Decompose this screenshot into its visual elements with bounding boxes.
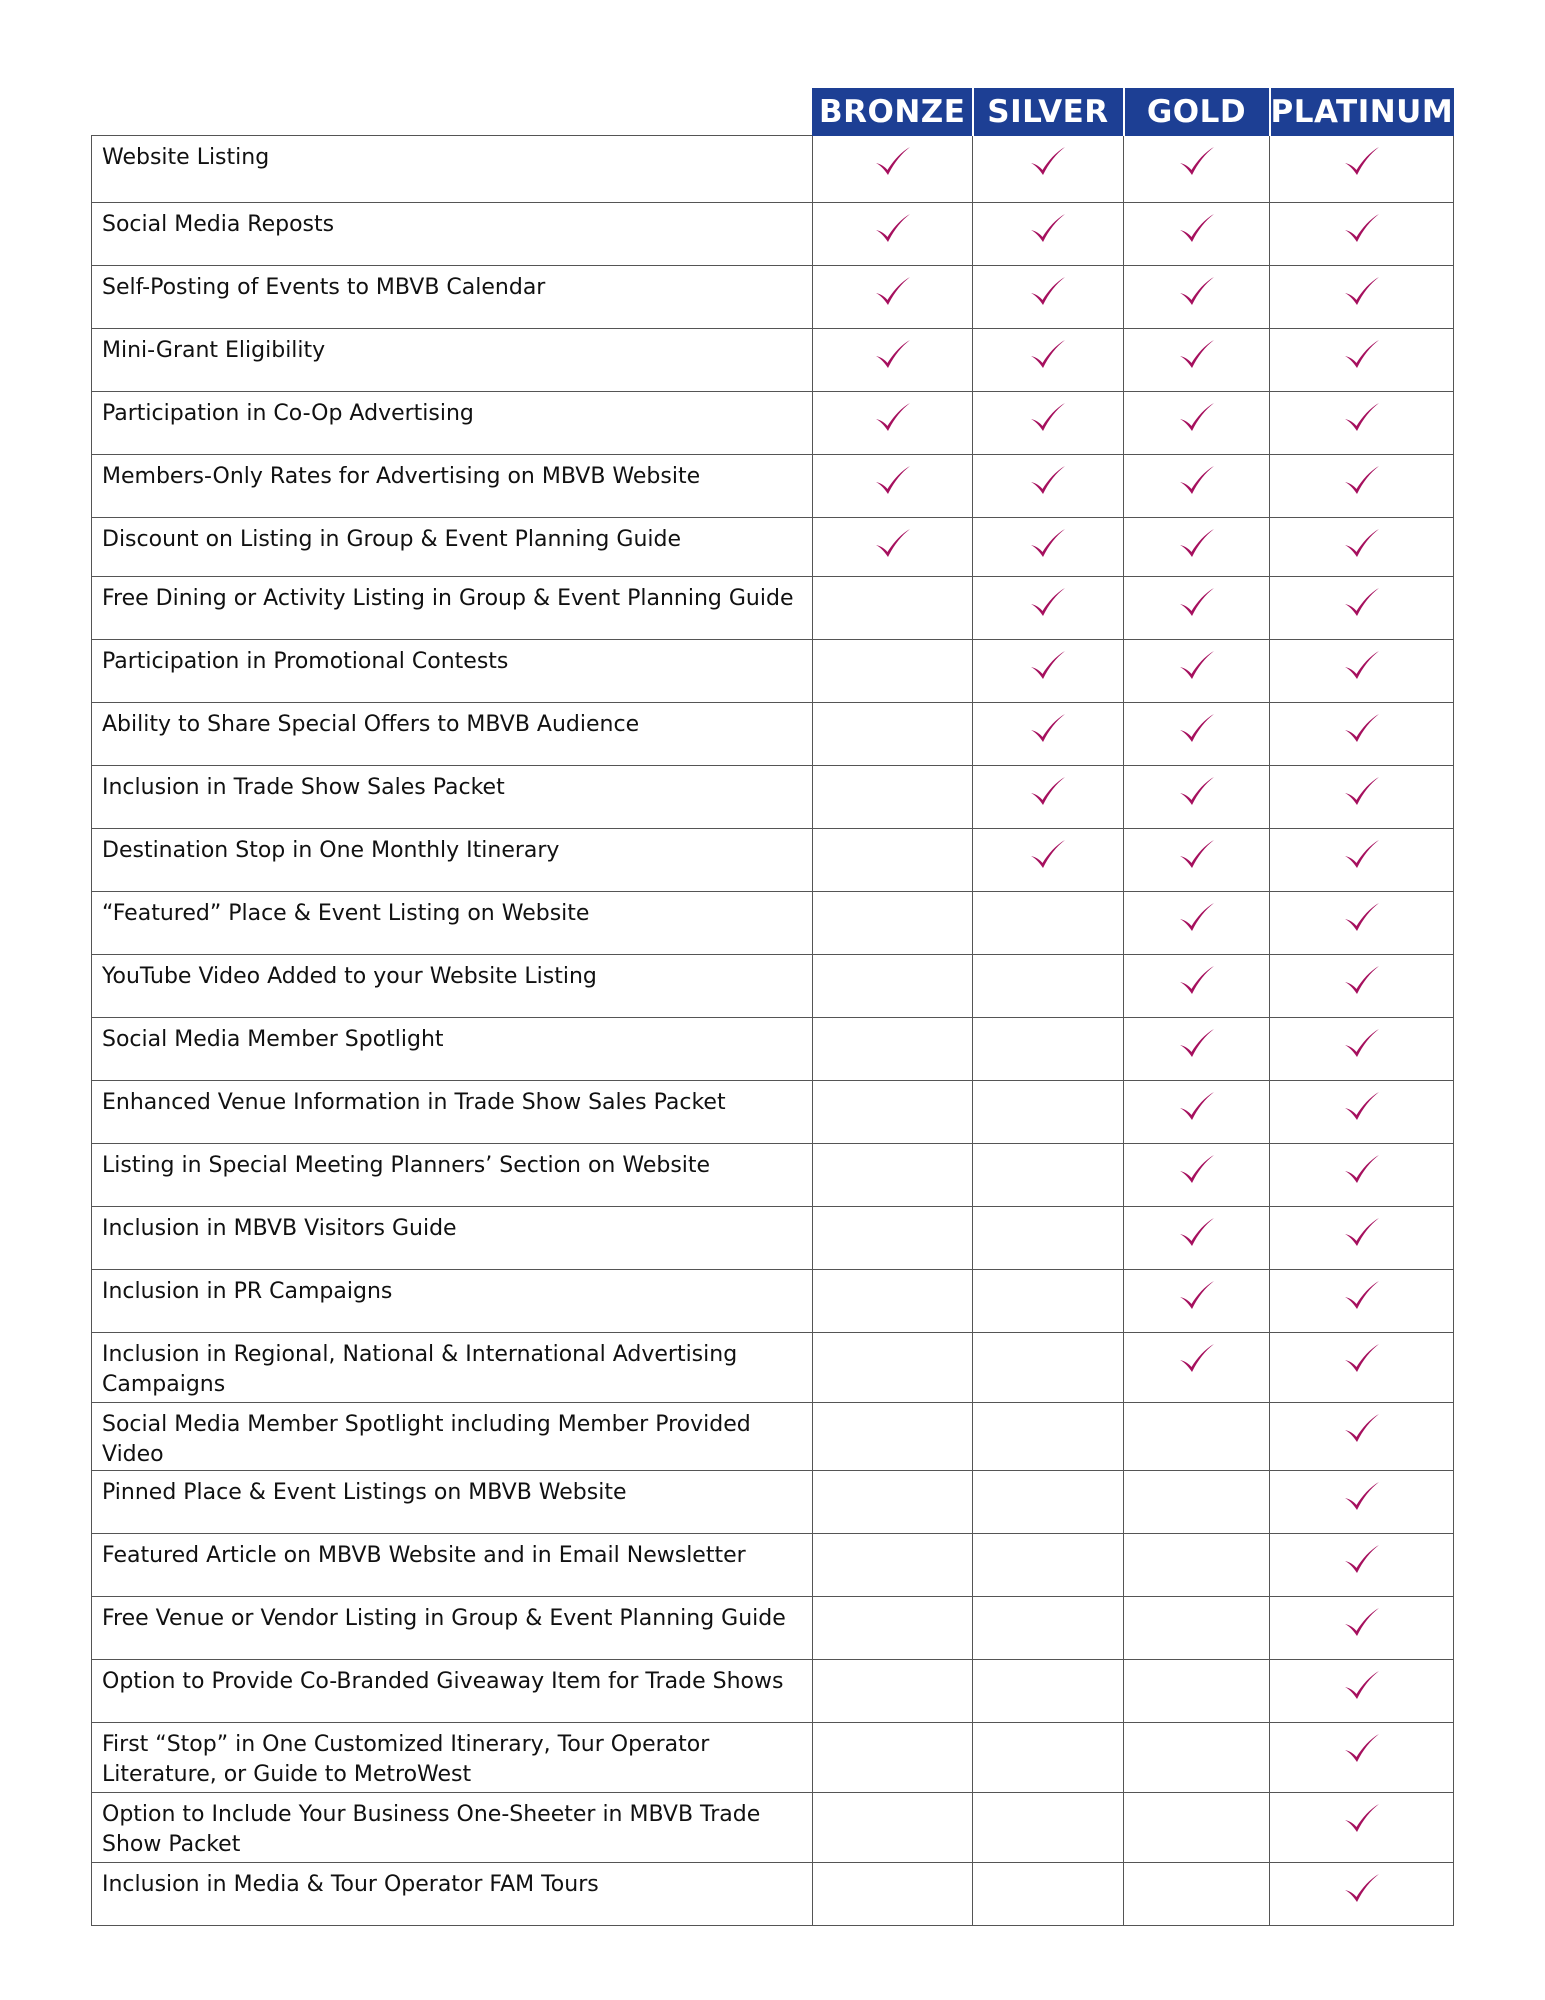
tier-cell-platinum <box>1270 1863 1454 1926</box>
feature-label: Self-Posting of Events to MBVB Calendar <box>92 266 813 329</box>
checkmark-icon <box>873 400 913 436</box>
tier-cell-gold <box>1124 1534 1270 1597</box>
checkmark-icon <box>1342 1542 1382 1578</box>
table-row <box>92 1660 1454 1723</box>
checkmark-icon <box>1342 711 1382 747</box>
tier-cell-gold <box>1124 329 1270 392</box>
tier-cell-bronze <box>813 1333 973 1403</box>
checkmark-icon <box>1342 400 1382 436</box>
table-row <box>92 518 1454 577</box>
table-row <box>92 892 1454 955</box>
tier-cell-silver <box>973 1403 1124 1471</box>
checkmark-icon <box>1177 211 1217 247</box>
feature-label: Participation in Co-Op Advertising <box>92 392 813 455</box>
table-row <box>92 1793 1454 1863</box>
table-row <box>92 1597 1454 1660</box>
tier-cell-silver <box>973 829 1124 892</box>
feature-label: Inclusion in Media & Tour Operator FAM Tours <box>92 1863 813 1926</box>
feature-label: “Featured” Place & Event Listing on Website <box>92 892 813 955</box>
table-row <box>92 577 1454 640</box>
tier-cell-platinum <box>1270 1270 1454 1333</box>
tier-cell-silver <box>973 1081 1124 1144</box>
tier-cell-silver <box>973 1534 1124 1597</box>
tier-cell-silver <box>973 1660 1124 1723</box>
checkmark-icon <box>1342 774 1382 810</box>
tier-cell-platinum <box>1270 136 1454 203</box>
checkmark-icon <box>1342 1026 1382 1062</box>
table-row <box>92 1144 1454 1207</box>
table-row <box>92 1207 1454 1270</box>
tier-cell-gold <box>1124 892 1270 955</box>
table-row <box>92 640 1454 703</box>
checkmark-icon <box>1177 1341 1217 1377</box>
tier-cell-platinum <box>1270 829 1454 892</box>
tier-cell-platinum <box>1270 1403 1454 1471</box>
tier-cell-platinum <box>1270 329 1454 392</box>
checkmark-icon <box>1177 463 1217 499</box>
checkmark-icon <box>1177 400 1217 436</box>
tier-cell-gold <box>1124 1018 1270 1081</box>
tier-cell-platinum <box>1270 1144 1454 1207</box>
feature-label: Option to Include Your Business One-Sheeter in MBVB Trade Show Packet <box>92 1793 813 1863</box>
membership-tier-table <box>91 88 1454 1926</box>
tier-cell-bronze <box>813 392 973 455</box>
checkmark-icon <box>1028 400 1068 436</box>
checkmark-icon <box>1177 1089 1217 1125</box>
checkmark-icon <box>1177 526 1217 562</box>
tier-cell-platinum <box>1270 577 1454 640</box>
checkmark-icon <box>1342 1278 1382 1314</box>
feature-label: Listing in Special Meeting Planners’ Section on Website <box>92 1144 813 1207</box>
tier-header-bronze: BRONZE <box>813 89 973 136</box>
table-row <box>92 1403 1454 1471</box>
tier-cell-bronze <box>813 136 973 203</box>
tier-cell-gold <box>1124 136 1270 203</box>
table-row <box>92 1018 1454 1081</box>
table-row <box>92 455 1454 518</box>
tier-cell-gold <box>1124 640 1270 703</box>
table-row <box>92 829 1454 892</box>
tier-cell-gold <box>1124 1471 1270 1534</box>
tier-cell-bronze <box>813 1660 973 1723</box>
tier-cell-gold <box>1124 455 1270 518</box>
tier-cell-bronze <box>813 203 973 266</box>
checkmark-icon <box>1177 774 1217 810</box>
tier-cell-bronze <box>813 329 973 392</box>
tier-cell-gold <box>1124 1081 1270 1144</box>
checkmark-icon <box>1342 1731 1382 1767</box>
tier-cell-silver <box>973 203 1124 266</box>
tier-cell-bronze <box>813 1534 973 1597</box>
checkmark-icon <box>1028 144 1068 180</box>
table-row <box>92 329 1454 392</box>
tier-cell-gold <box>1124 203 1270 266</box>
feature-label: Inclusion in PR Campaigns <box>92 1270 813 1333</box>
tier-cell-silver <box>973 266 1124 329</box>
tier-cell-platinum <box>1270 392 1454 455</box>
tier-cell-silver <box>973 136 1124 203</box>
tier-cell-gold <box>1124 577 1270 640</box>
checkmark-icon <box>1028 837 1068 873</box>
tier-cell-bronze <box>813 455 973 518</box>
table-row <box>92 1270 1454 1333</box>
table-row <box>92 1333 1454 1403</box>
table-row <box>92 766 1454 829</box>
tier-cell-gold <box>1124 1207 1270 1270</box>
checkmark-icon <box>1342 274 1382 310</box>
checkmark-icon <box>1342 337 1382 373</box>
tier-table-body <box>92 136 1454 1926</box>
table-row <box>92 1723 1454 1793</box>
tier-header-platinum: PLATINUM <box>1270 89 1454 136</box>
tier-cell-gold <box>1124 518 1270 577</box>
feature-label: Mini-Grant Eligibility <box>92 329 813 392</box>
tier-header-gold: GOLD <box>1124 89 1270 136</box>
checkmark-icon <box>873 526 913 562</box>
tier-cell-bronze <box>813 703 973 766</box>
tier-header-row <box>92 89 1454 136</box>
tier-cell-platinum <box>1270 1534 1454 1597</box>
checkmark-icon <box>1177 1278 1217 1314</box>
tier-cell-silver <box>973 1333 1124 1403</box>
tier-cell-bronze <box>813 1597 973 1660</box>
checkmark-icon <box>1342 648 1382 684</box>
tier-cell-gold <box>1124 1660 1270 1723</box>
checkmark-icon <box>1177 585 1217 621</box>
tier-cell-platinum <box>1270 266 1454 329</box>
checkmark-icon <box>1177 711 1217 747</box>
tier-cell-gold <box>1124 392 1270 455</box>
tier-cell-silver <box>973 1597 1124 1660</box>
tier-cell-gold <box>1124 1863 1270 1926</box>
checkmark-icon <box>1342 900 1382 936</box>
feature-label: Enhanced Venue Information in Trade Show Sales Packet <box>92 1081 813 1144</box>
tier-cell-platinum <box>1270 1471 1454 1534</box>
checkmark-icon <box>1028 585 1068 621</box>
feature-label: Option to Provide Co-Branded Giveaway Item for Trade Shows <box>92 1660 813 1723</box>
tier-cell-gold <box>1124 1793 1270 1863</box>
tier-cell-silver <box>973 392 1124 455</box>
checkmark-icon <box>1177 1215 1217 1251</box>
tier-cell-platinum <box>1270 1793 1454 1863</box>
feature-label: Inclusion in Regional, National & International Advertising Campaigns <box>92 1333 813 1403</box>
feature-label: First “Stop” in One Customized Itinerary, Tour Operator Literature, or Guide to MetroWest <box>92 1723 813 1793</box>
tier-cell-bronze <box>813 1018 973 1081</box>
checkmark-icon <box>1342 463 1382 499</box>
feature-label: Discount on Listing in Group & Event Planning Guide <box>92 518 813 577</box>
tier-cell-bronze <box>813 1723 973 1793</box>
checkmark-icon <box>1177 274 1217 310</box>
header-blank-cell <box>92 89 813 136</box>
checkmark-icon <box>873 463 913 499</box>
feature-label: Featured Article on MBVB Website and in Email Newsletter <box>92 1534 813 1597</box>
feature-label: Social Media Member Spotlight including Member Provided Video <box>92 1403 813 1471</box>
tier-cell-gold <box>1124 1333 1270 1403</box>
checkmark-icon <box>873 337 913 373</box>
tier-cell-silver <box>973 766 1124 829</box>
tier-cell-bronze <box>813 518 973 577</box>
checkmark-icon <box>1028 337 1068 373</box>
checkmark-icon <box>1177 1026 1217 1062</box>
tier-cell-silver <box>973 1018 1124 1081</box>
checkmark-icon <box>1342 1668 1382 1704</box>
tier-cell-bronze <box>813 1144 973 1207</box>
tier-cell-platinum <box>1270 766 1454 829</box>
tier-cell-platinum <box>1270 1660 1454 1723</box>
checkmark-icon <box>1342 1479 1382 1515</box>
table-row <box>92 203 1454 266</box>
tier-cell-platinum <box>1270 703 1454 766</box>
tier-cell-platinum <box>1270 892 1454 955</box>
feature-label: Social Media Reposts <box>92 203 813 266</box>
checkmark-icon <box>1342 1089 1382 1125</box>
tier-cell-silver <box>973 577 1124 640</box>
tier-cell-bronze <box>813 1793 973 1863</box>
checkmark-icon <box>1028 463 1068 499</box>
tier-cell-silver <box>973 329 1124 392</box>
feature-label: Inclusion in Trade Show Sales Packet <box>92 766 813 829</box>
tier-cell-bronze <box>813 266 973 329</box>
tier-cell-bronze <box>813 1403 973 1471</box>
table-row <box>92 703 1454 766</box>
tier-cell-bronze <box>813 577 973 640</box>
checkmark-icon <box>1342 1871 1382 1907</box>
tier-cell-bronze <box>813 640 973 703</box>
tier-cell-gold <box>1124 703 1270 766</box>
tier-cell-platinum <box>1270 1207 1454 1270</box>
table-row <box>92 136 1454 203</box>
tier-cell-gold <box>1124 766 1270 829</box>
feature-label: Website Listing <box>92 136 813 203</box>
tier-cell-silver <box>973 1471 1124 1534</box>
feature-label: Social Media Member Spotlight <box>92 1018 813 1081</box>
feature-label: Pinned Place & Event Listings on MBVB Website <box>92 1471 813 1534</box>
checkmark-icon <box>1177 837 1217 873</box>
checkmark-icon <box>1028 648 1068 684</box>
tier-cell-platinum <box>1270 1018 1454 1081</box>
checkmark-icon <box>1342 144 1382 180</box>
table-row <box>92 1081 1454 1144</box>
tier-cell-platinum <box>1270 203 1454 266</box>
tier-cell-gold <box>1124 266 1270 329</box>
tier-cell-silver <box>973 892 1124 955</box>
tier-cell-platinum <box>1270 455 1454 518</box>
feature-label: YouTube Video Added to your Website Listing <box>92 955 813 1018</box>
checkmark-icon <box>1177 1152 1217 1188</box>
feature-label: Members-Only Rates for Advertising on MBVB Website <box>92 455 813 518</box>
tier-cell-bronze <box>813 1270 973 1333</box>
tier-cell-silver <box>973 1723 1124 1793</box>
tier-cell-silver <box>973 1270 1124 1333</box>
checkmark-icon <box>1028 211 1068 247</box>
feature-label: Destination Stop in One Monthly Itinerary <box>92 829 813 892</box>
tier-cell-gold <box>1124 1144 1270 1207</box>
tier-cell-gold <box>1124 1597 1270 1660</box>
checkmark-icon <box>1342 1215 1382 1251</box>
checkmark-icon <box>1342 1341 1382 1377</box>
tier-cell-silver <box>973 1207 1124 1270</box>
tier-cell-gold <box>1124 955 1270 1018</box>
tier-cell-platinum <box>1270 1081 1454 1144</box>
feature-label: Free Venue or Vendor Listing in Group & Event Planning Guide <box>92 1597 813 1660</box>
tier-cell-gold <box>1124 1270 1270 1333</box>
tier-cell-platinum <box>1270 1597 1454 1660</box>
tier-cell-gold <box>1124 1403 1270 1471</box>
tier-cell-silver <box>973 640 1124 703</box>
checkmark-icon <box>1342 1801 1382 1837</box>
checkmark-icon <box>1342 585 1382 621</box>
tier-cell-platinum <box>1270 1723 1454 1793</box>
checkmark-icon <box>1342 1605 1382 1641</box>
table-row <box>92 266 1454 329</box>
tier-cell-silver <box>973 1144 1124 1207</box>
tier-cell-platinum <box>1270 640 1454 703</box>
checkmark-icon <box>873 144 913 180</box>
tier-cell-bronze <box>813 1207 973 1270</box>
tier-cell-silver <box>973 455 1124 518</box>
checkmark-icon <box>1342 211 1382 247</box>
table-row <box>92 1471 1454 1534</box>
tier-cell-silver <box>973 518 1124 577</box>
checkmark-icon <box>1342 837 1382 873</box>
checkmark-icon <box>873 211 913 247</box>
checkmark-icon <box>1342 1411 1382 1447</box>
tier-header-silver: SILVER <box>973 89 1124 136</box>
tier-cell-bronze <box>813 829 973 892</box>
checkmark-icon <box>1177 337 1217 373</box>
checkmark-icon <box>1177 963 1217 999</box>
checkmark-icon <box>1028 526 1068 562</box>
tier-cell-bronze <box>813 955 973 1018</box>
table-row <box>92 955 1454 1018</box>
checkmark-icon <box>873 274 913 310</box>
tier-cell-platinum <box>1270 1333 1454 1403</box>
feature-label: Participation in Promotional Contests <box>92 640 813 703</box>
tier-cell-silver <box>973 955 1124 1018</box>
checkmark-icon <box>1177 144 1217 180</box>
tier-cell-gold <box>1124 1723 1270 1793</box>
tier-cell-gold <box>1124 829 1270 892</box>
tier-cell-bronze <box>813 1471 973 1534</box>
tier-cell-platinum <box>1270 518 1454 577</box>
tier-cell-silver <box>973 1793 1124 1863</box>
tier-cell-bronze <box>813 892 973 955</box>
checkmark-icon <box>1342 1152 1382 1188</box>
feature-label: Ability to Share Special Offers to MBVB Audience <box>92 703 813 766</box>
checkmark-icon <box>1342 963 1382 999</box>
checkmark-icon <box>1028 774 1068 810</box>
checkmark-icon <box>1342 526 1382 562</box>
tier-cell-bronze <box>813 1863 973 1926</box>
checkmark-icon <box>1028 711 1068 747</box>
checkmark-icon <box>1028 274 1068 310</box>
table-row <box>92 1863 1454 1926</box>
tier-cell-silver <box>973 1863 1124 1926</box>
feature-label: Inclusion in MBVB Visitors Guide <box>92 1207 813 1270</box>
tier-cell-silver <box>973 703 1124 766</box>
tier-cell-bronze <box>813 766 973 829</box>
tier-cell-platinum <box>1270 955 1454 1018</box>
checkmark-icon <box>1177 900 1217 936</box>
tier-cell-bronze <box>813 1081 973 1144</box>
table-row <box>92 392 1454 455</box>
checkmark-icon <box>1177 648 1217 684</box>
table-row <box>92 1534 1454 1597</box>
feature-label: Free Dining or Activity Listing in Group & Event Planning Guide <box>92 577 813 640</box>
